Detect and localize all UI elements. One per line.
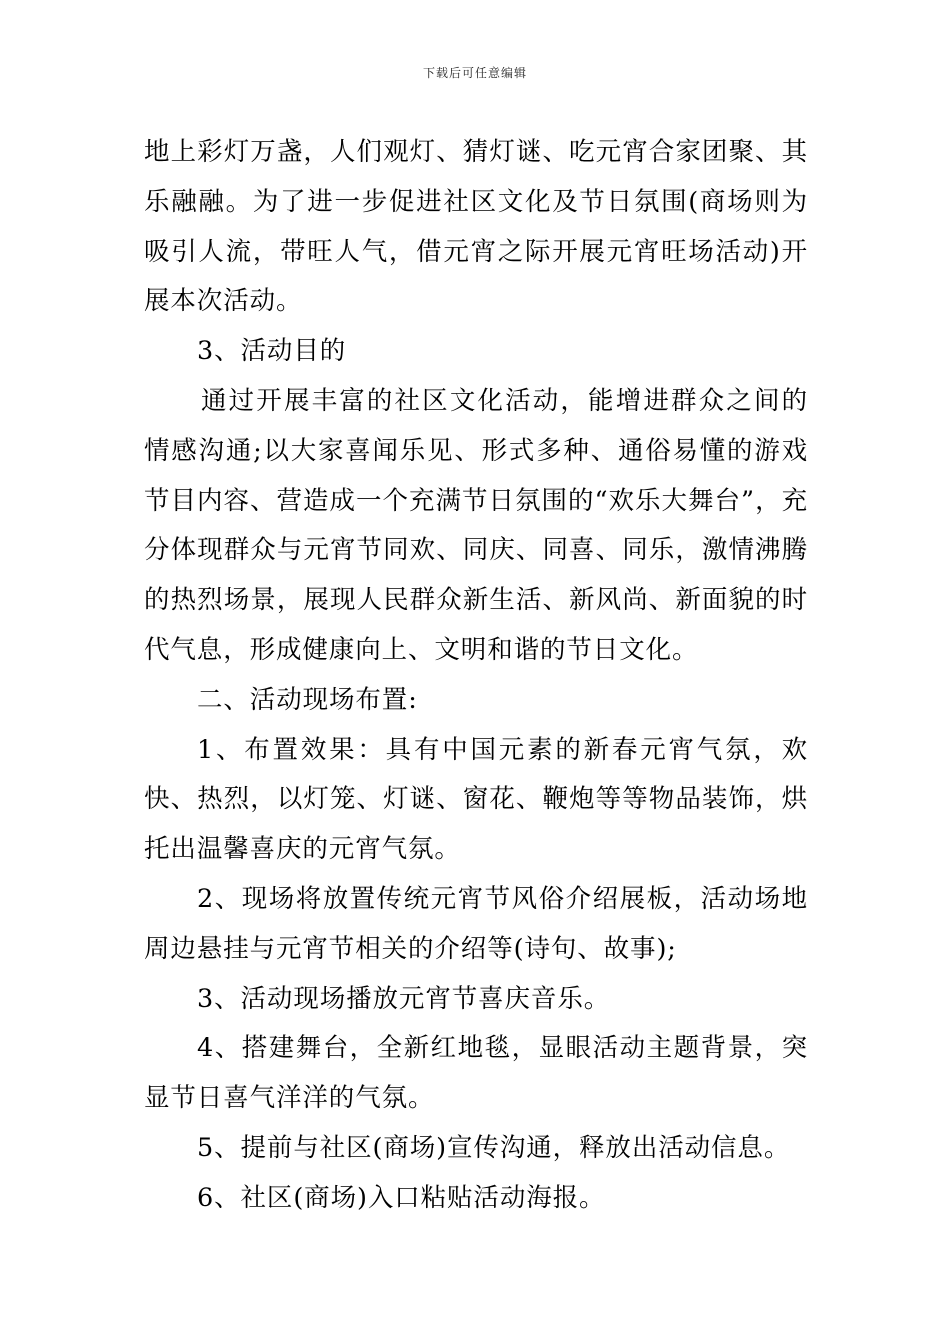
paragraph-posters: 6、社区(商场)入口粘贴活动海报。 xyxy=(197,1182,606,1213)
paragraph-intro-continuation: 地上彩灯万盏，人们观灯、猜灯谜、吃元宵合家团聚、其乐融融。为了进一步促进社区文化及节日氛围(商场则为吸引人流，带旺人气，借元宵之际开展元宵旺场活动)开展本次活动。 xyxy=(144,137,808,317)
paragraph-layout-effect: 1、布置效果：具有中国元素的新春元宵气氛，欢快、热烈，以灯笼、灯谜、窗花、鞭炮等等物品装饰，烘托出温馨喜庆的元宵气氛。 xyxy=(144,734,808,865)
paragraph-promotion: 5、提前与社区(商场)宣传沟通，释放出活动信息。 xyxy=(197,1132,791,1163)
paragraph-music: 3、活动现场播放元宵节喜庆音乐。 xyxy=(197,983,611,1014)
page-header: 下载后可任意编辑 xyxy=(422,66,527,80)
heading-activity-purpose: 3、活动目的 xyxy=(197,336,347,367)
document-body xyxy=(144,128,808,1224)
paragraph-activity-purpose: 通过开展丰富的社区文化活动，能增进群众之间的情感沟通;以大家喜闻乐见、形式多种、通俗易懂的游戏节目内容、营造成一个充满节日氛围的“欢乐大舞台”，充分体现群众与元宵节同欢、同庆、同喜、同乐，激情沸腾的热烈场景，展现人民群众新生活、新风尚、新面貌的时代气息，形成健康向上、文明和谐的节日文化。 xyxy=(144,385,808,665)
paragraph-stage: 4、搭建舞台，全新红地毯，显眼活动主题背景，突显节日喜气洋洋的气氛。 xyxy=(144,1033,808,1114)
paragraph-display-boards: 2、现场将放置传统元宵节风俗介绍展板，活动场地周边悬挂与元宵节相关的介绍等(诗句、故事); xyxy=(144,883,808,964)
heading-site-layout: 二、活动现场布置: xyxy=(197,684,418,715)
